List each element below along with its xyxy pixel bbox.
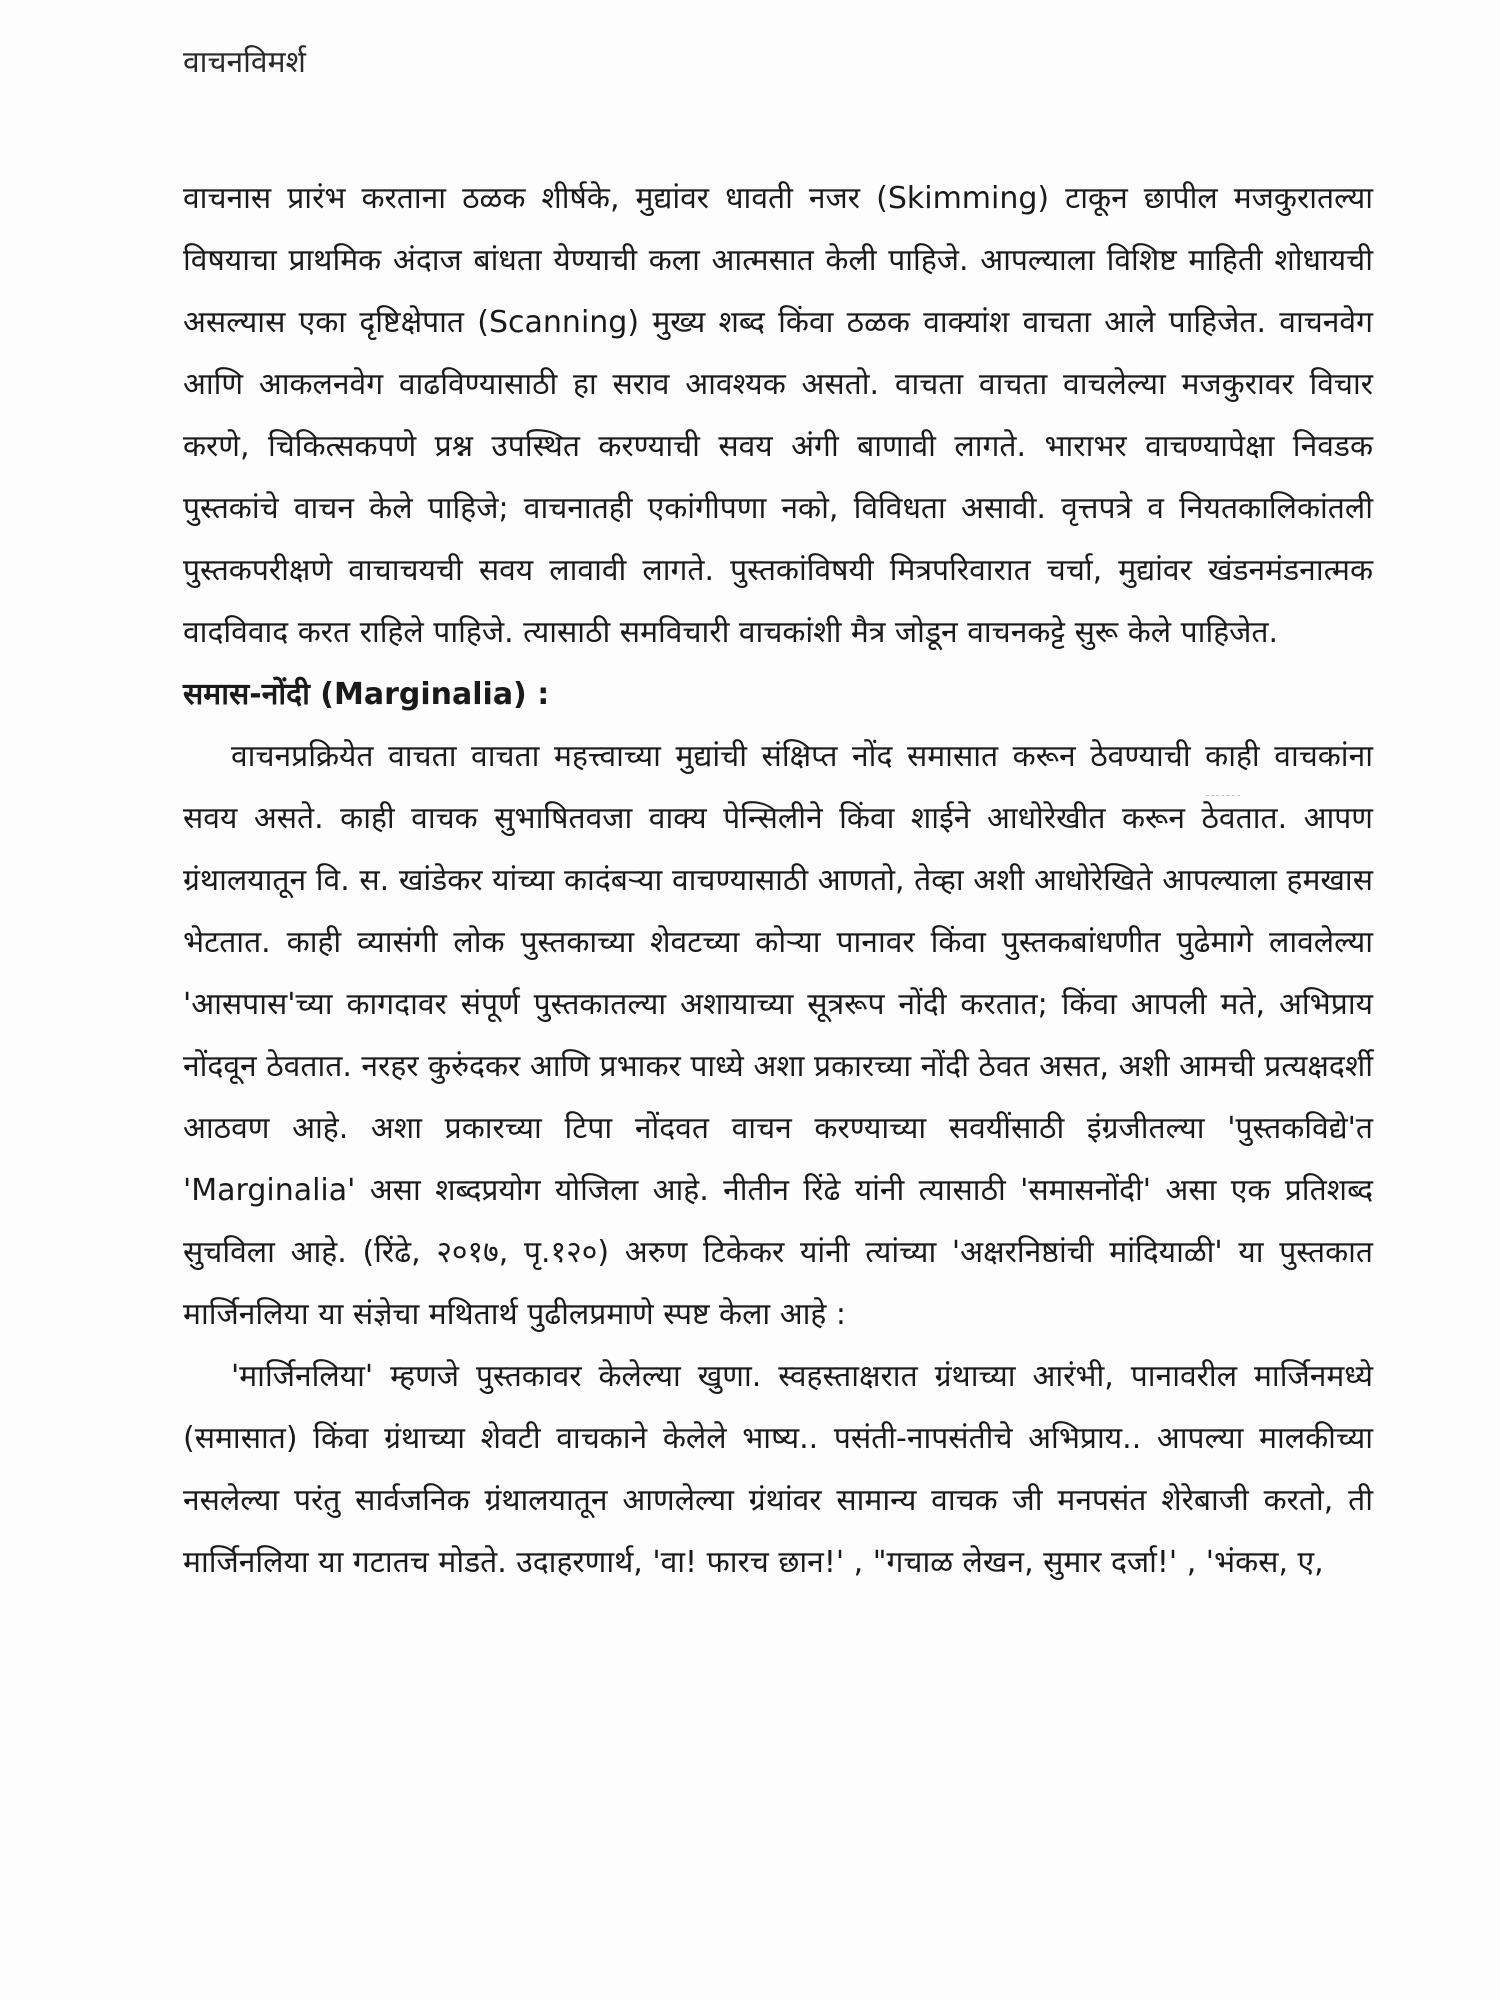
paragraph-marginalia: वाचनप्रक्रियेत वाचता वाचता महत्त्वाच्या मुद्यांची संक्षिप्त नोंद समासात करून ठेवण्याची काही वाचकांना सवय असते. काही वाचक सुभाषितवजा वाक्य पेन्सिलीने किंवा शाईने आधोरेखीत करून ठेवतात. आपण ग्रंथालयातून वि. स. खांडेकर यांच्या कादंबऱ्या वाचण्यासाठी आणतो, तेव्हा अशी आधोरेखिते आपल्याला हमखास भेटतात. काही व्यासंगी लोक पुस्तकाच्या शेवटच्या कोऱ्या पानावर किंवा पुस्तकबांधणीत पुढेमागे लावलेल्या 'आसपास'च्या कागदावर संपूर्ण पुस्तकातल्या अशायाच्या सूत्ररूप नोंदी करतात; किंवा आपली मते, अभिप्राय नोंदवून ठेवतात. नरहर कुरुंदकर आणि प्रभाकर पाध्ये अशा प्रकारच्या नोंदी ठेवत असत, अशी आमची प्रत्यक्षदर्शी आठवण आहे. अशा प्रकारच्या टिपा नोंदवत वाचन करण्याच्या सवयींसाठी इंग्रजीतल्या 'पुस्तकविद्ये'त 'Marginalia' असा शब्दप्रयोग योजिला आहे. नीतीन रिंढे यांनी त्यासाठी 'समासनोंदी' असा एक प्रतिशब्द सुचविला आहे. (रिंढे, २०१७, पृ.१२०) अरुण टिकेकर यांनी त्यांच्या 'अक्षरनिष्ठांची मांदियाळी' या पुस्तकात मार्जिनलिया या संज्ञेचा मथितार्थ पुढीलप्रमाणे स्पष्ट केला आहे : <box>183 739 1373 1332</box>
running-head: वाचनविमर्श <box>183 45 306 80</box>
section-heading-marginalia: समास-नोंदी (Marginalia) : <box>183 677 550 712</box>
paragraph-marginalia-quote: 'मार्जिनलिया' म्हणजे पुस्तकावर केलेल्या खुणा. स्वहस्ताक्षरात ग्रंथाच्या आरंभी, पानावरील मार्जिनमध्ये (समासात) किंवा ग्रंथाच्या शेवटी वाचकाने केलेले भाष्य.. पसंती-नापसंतीचे अभिप्राय.. आपल्या मालकीच्या नसलेल्या परंतु सार्वजनिक ग्रंथालयातून आणलेल्या ग्रंथांवर सामान्य वाचक जी मनपसंत शेरेबाजी करतो, ती मार्जिनलिया या गटातच मोडते. उदाहरणार्थ, 'वा! फारच छान!' , "गचाळ लेखन, सुमार दर्जा!' , 'भंकस, ए, <box>183 1359 1373 1580</box>
paragraph-reading-habits: वाचनास प्रारंभ करताना ठळक शीर्षके, मुद्यांवर धावती नजर (Skimming) टाकून छापील मजकुरातल्या विषयाचा प्राथमिक अंदाज बांधता येण्याची कला आत्मसात केली पाहिजे. आपल्याला विशिष्ट माहिती शोधायची असल्यास एका दृष्टिक्षेपात (Scanning) मुख्य शब्द किंवा ठळक वाक्यांश वाचता आले पाहिजेत. वाचनवेग आणि आकलनवेग वाढविण्यासाठी हा सराव आवश्यक असतो. वाचता वाचता वाचलेल्या मजकुरावर विचार करणे, चिकित्सकपणे प्रश्न उपस्थित करण्याची सवय अंगी बाणावी लागते. भाराभर वाचण्यापेक्षा निवडक पुस्तकांचे वाचन केले पाहिजे; वाचनातही एकांगीपणा नको, विविधता असावी. वृत्तपत्रे व नियतकालिकांतली पुस्तकपरीक्षणे वाचाचयची सवय लावावी लागते. पुस्तकांविषयी मित्रपरिवारात चर्चा, मुद्यांवर खंडनमंडनात्मक वादविवाद करत राहिले पाहिजे. त्यासाठी समविचारी वाचकांशी मैत्र जोडून वाचनकट्टे सुरू केले पाहिजेत. <box>183 181 1373 650</box>
body-text <box>183 168 1373 1594</box>
